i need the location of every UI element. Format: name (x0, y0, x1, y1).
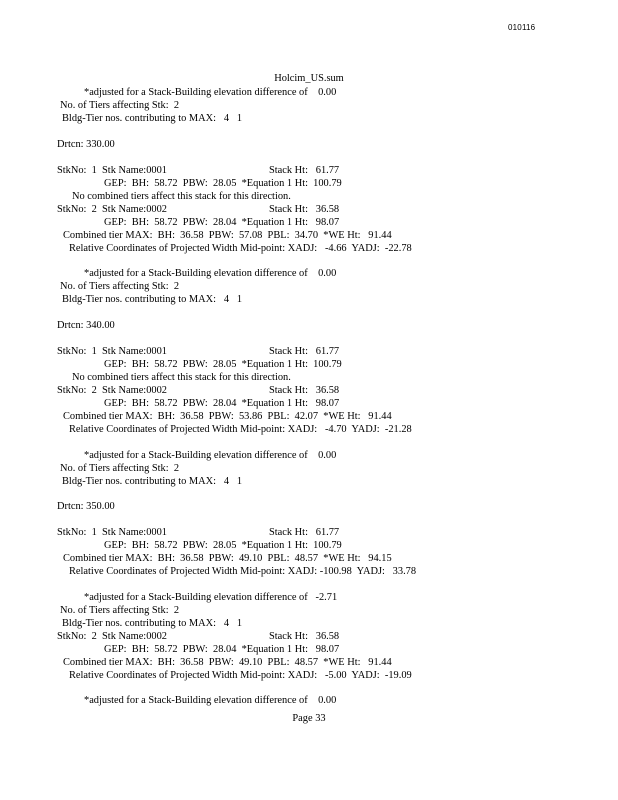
report-line: No combined tiers affect this stack for this direction. (72, 191, 291, 202)
report-line: GEP: BH: 58.72 PBW: 28.04 *Equation 1 Ht: 98.07 (104, 217, 340, 228)
report-line: No. of Tiers affecting Stk: 2 (60, 463, 180, 474)
report-line: Drtcn: 350.00 (57, 501, 115, 512)
report-line: Drtcn: 330.00 (57, 139, 115, 150)
stack-height-value: Stack Ht: 61.77 (269, 527, 340, 538)
report-line: *adjusted for a Stack-Building elevation difference of 0.00 (84, 695, 337, 706)
report-line: Drtcn: 340.00 (57, 320, 115, 331)
report-line: Relative Coordinates of Projected Width Mid-point: XADJ: -4.70 YADJ: -21.28 (69, 424, 412, 435)
report-line: Bldg-Tier nos. contributing to MAX: 4 1 (62, 476, 243, 487)
report-line: Relative Coordinates of Projected Width Mid-point: XADJ: -100.98 YADJ: 33.78 (69, 566, 417, 577)
report-line: Bldg-Tier nos. contributing to MAX: 4 1 (62, 113, 243, 124)
report-line: Relative Coordinates of Projected Width Mid-point: XADJ: -5.00 YADJ: -19.09 (69, 670, 412, 681)
report-line: No combined tiers affect this stack for this direction. (72, 372, 291, 383)
stack-height-value: Stack Ht: 61.77 (269, 346, 340, 357)
page-number: Page 33 (292, 713, 326, 724)
report-line: Bldg-Tier nos. contributing to MAX: 4 1 (62, 294, 243, 305)
stack-height-value: Stack Ht: 36.58 (269, 385, 340, 396)
report-line: Combined tier MAX: BH: 36.58 PBW: 57.08 PBL: 34.70 *WE Ht: 91.44 (63, 230, 392, 241)
report-line: GEP: BH: 58.72 PBW: 28.05 *Equation 1 Ht: 100.79 (104, 540, 342, 551)
report-line: GEP: BH: 58.72 PBW: 28.05 *Equation 1 Ht: 100.79 (104, 359, 342, 370)
stack-height-value: Stack Ht: 36.58 (269, 631, 340, 642)
report-line: StkNo: 1 Stk Name:0001 (57, 527, 167, 538)
report-line: GEP: BH: 58.72 PBW: 28.05 *Equation 1 Ht: 100.79 (104, 178, 342, 189)
report-line: *adjusted for a Stack-Building elevation difference of -2.71 (84, 592, 338, 603)
report-line: *adjusted for a Stack-Building elevation difference of 0.00 (84, 87, 337, 98)
report-line: No. of Tiers affecting Stk: 2 (60, 100, 180, 111)
report-line: *adjusted for a Stack-Building elevation difference of 0.00 (84, 268, 337, 279)
report-line: No. of Tiers affecting Stk: 2 (60, 281, 180, 292)
report-line: StkNo: 2 Stk Name:0002 (57, 631, 167, 642)
report-line: Combined tier MAX: BH: 36.58 PBW: 49.10 PBL: 48.57 *WE Ht: 94.15 (63, 553, 392, 564)
report-line: Combined tier MAX: BH: 36.58 PBW: 53.86 PBL: 42.07 *WE Ht: 91.44 (63, 411, 392, 422)
report-line: GEP: BH: 58.72 PBW: 28.04 *Equation 1 Ht: 98.07 (104, 644, 340, 655)
page-id: 010116 (508, 23, 536, 32)
document-title: Holcim_US.sum (274, 73, 344, 84)
report-line: Combined tier MAX: BH: 36.58 PBW: 49.10 PBL: 48.57 *WE Ht: 91.44 (63, 657, 392, 668)
report-line: StkNo: 2 Stk Name:0002 (57, 204, 167, 215)
report-line: Relative Coordinates of Projected Width Mid-point: XADJ: -4.66 YADJ: -22.78 (69, 243, 412, 254)
report-line: No. of Tiers affecting Stk: 2 (60, 605, 180, 616)
report-line: StkNo: 1 Stk Name:0001 (57, 165, 167, 176)
report-line: StkNo: 1 Stk Name:0001 (57, 346, 167, 357)
stack-height-value: Stack Ht: 36.58 (269, 204, 340, 215)
report-line: StkNo: 2 Stk Name:0002 (57, 385, 167, 396)
report-line: GEP: BH: 58.72 PBW: 28.04 *Equation 1 Ht: 98.07 (104, 398, 340, 409)
report-line: *adjusted for a Stack-Building elevation difference of 0.00 (84, 450, 337, 461)
report-line: Bldg-Tier nos. contributing to MAX: 4 1 (62, 618, 243, 629)
stack-height-value: Stack Ht: 61.77 (269, 165, 340, 176)
